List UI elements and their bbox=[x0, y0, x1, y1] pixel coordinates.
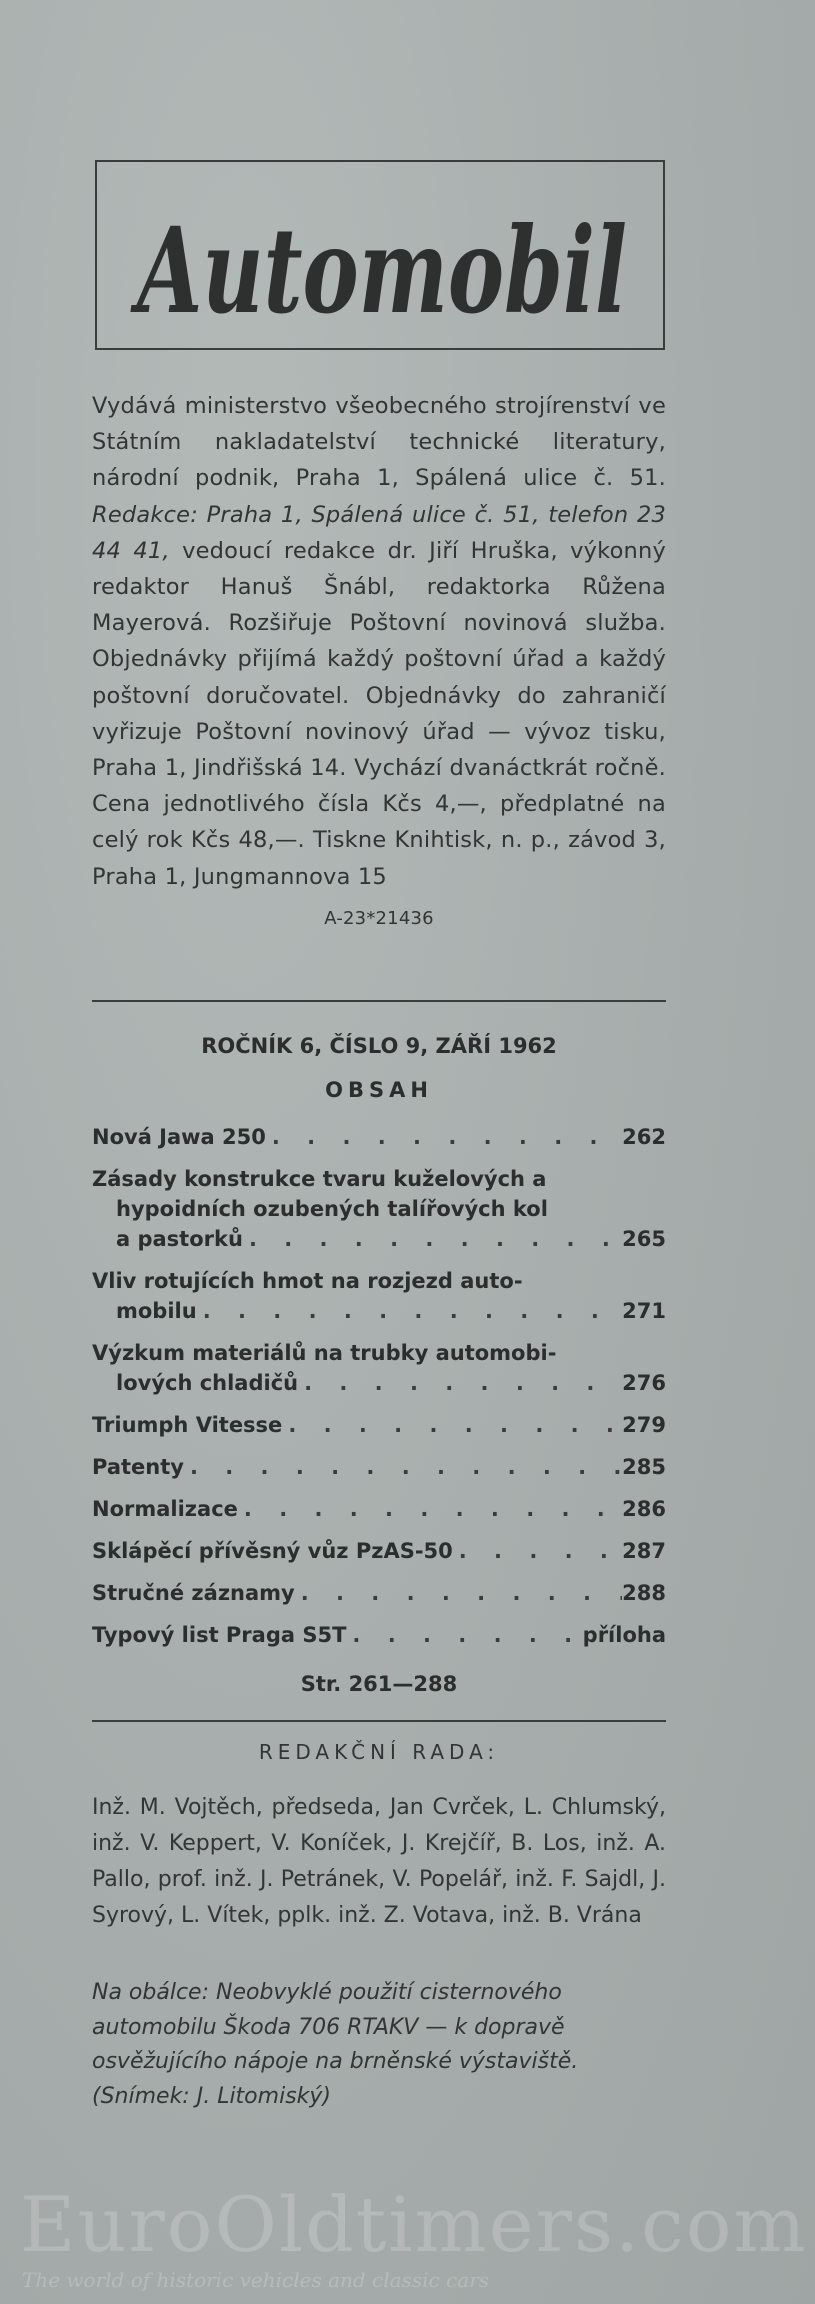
toc-entry-page: 271 bbox=[622, 1299, 666, 1323]
toc-entry-title: hypoidních ozubených talířových kol bbox=[116, 1197, 548, 1221]
toc-entry bbox=[92, 1266, 666, 1326]
toc-entry-title: Typový list Praga S5T bbox=[92, 1623, 347, 1647]
editorial-board-title: REDAKČNÍ RADA: bbox=[258, 1740, 500, 1764]
toc-leader-dots bbox=[238, 1494, 622, 1524]
masthead-logo-graphic bbox=[97, 162, 667, 352]
contents-heading: OBSAH bbox=[325, 1078, 433, 1102]
page-range: Str. 261—288 bbox=[300, 1672, 458, 1696]
toc-entry-title: Nová Jawa 250 bbox=[92, 1125, 266, 1149]
toc-leader-dots bbox=[295, 1578, 622, 1608]
toc-entry bbox=[92, 1452, 666, 1482]
cover-note: Na obálce: Neobvyklé použití cisternového automobilu Škoda 706 RTAKV — k dopravě osvěžujícího nápoje na brněnské výstaviště. (Snímek: J. Litomiský) bbox=[92, 1980, 579, 2109]
toc-entry-page: 265 bbox=[622, 1227, 666, 1251]
toc-entry-title: Výzkum materiálů na trubky automobi- bbox=[92, 1341, 557, 1365]
toc-leader-dots bbox=[453, 1536, 622, 1566]
toc-entry-page: 279 bbox=[622, 1413, 666, 1437]
toc-entry bbox=[92, 1410, 666, 1440]
masthead-title: Automobil bbox=[129, 201, 627, 340]
toc-entry-page: 288 bbox=[622, 1581, 666, 1605]
editorial-board-members: Inž. M. Vojtěch, předseda, Jan Cvrček, L. Chlumský, inž. V. Keppert, V. Koníček, J. Krejčíř, B. Los, inž. A. Pallo, prof. inž. J. Petránek, V. Popelář, inž. F. Sajdl, J. Syrový, L. Vítek, pplk. inž. Z. Votava, inž. B. Vrána bbox=[92, 1795, 666, 1928]
toc-entry-page: 262 bbox=[622, 1125, 666, 1149]
watermark-tagline: The world of historic vehicles and classic cars bbox=[22, 2268, 490, 2292]
toc-entry-page: příloha bbox=[582, 1623, 666, 1647]
toc-entry-title: Vliv rotujících hmot na rozjezd auto- bbox=[92, 1269, 523, 1293]
toc-entry-title: Stručné záznamy bbox=[92, 1581, 295, 1605]
toc-entry-title: a pastorků bbox=[116, 1227, 243, 1251]
colophon-code: A-23*21436 bbox=[324, 907, 434, 929]
toc-leader-dots bbox=[266, 1122, 622, 1152]
toc-entry-title: lových chladičů bbox=[116, 1371, 299, 1395]
toc-entry-title: Normalizace bbox=[92, 1497, 238, 1521]
colophon bbox=[92, 388, 666, 937]
toc-entry bbox=[92, 1494, 666, 1524]
toc-leader-dots bbox=[298, 1368, 622, 1398]
toc-entry-page: 285 bbox=[622, 1455, 666, 1479]
toc-entry-page: 287 bbox=[622, 1539, 666, 1563]
toc-entry-page: 276 bbox=[622, 1371, 666, 1395]
issue-line: ROČNÍK 6, ČÍSLO 9, ZÁŘÍ 1962 bbox=[201, 1034, 557, 1058]
toc-entry bbox=[92, 1620, 666, 1650]
toc-entry-title: Triumph Vitesse bbox=[92, 1413, 283, 1437]
divider-top bbox=[92, 1000, 666, 1002]
toc-entry-title: Sklápěcí přívěsný vůz PzAS-50 bbox=[92, 1539, 453, 1563]
colophon-editorial-address: Redakce: Praha 1, Spálená ulice č. 51, telefon 23 44 41, bbox=[92, 501, 666, 564]
colophon-publisher: Vydává ministerstvo všeobecného strojírenství ve Státním nakladatelství technické literatury, národní podnik, Praha 1, Spálená ulice č. 51. bbox=[92, 393, 666, 492]
toc-entry bbox=[92, 1338, 666, 1398]
toc-entry bbox=[92, 1122, 666, 1152]
divider-bottom bbox=[92, 1720, 666, 1722]
toc-entry-title: mobilu bbox=[116, 1299, 197, 1323]
toc-leader-dots bbox=[282, 1410, 622, 1440]
colophon-staff: vedoucí redakce dr. Jiří Hruška, výkonný redaktor Hanuš Šnábl, redaktorka Růžena Mayerová. Rozšiřuje Poštovní novinová služba. Objednávky přijímá každý poštovní úřad a každý poštovní doručovatel. Objednávky do zahraničí vyřizuje Poštovní novinový úřad — vývoz tisku, Praha 1, Jindřišská 14. Vychází dvanáctkrát ročně. Cena jednotlivého čísla Kčs 4,—, předplatné na celý rok Kčs 48,—. Tiskne Knihtisk, n. p., závod 3, Praha 1, Jungmannova 15 bbox=[92, 537, 666, 890]
toc-entry bbox=[92, 1578, 666, 1608]
watermark-logo: EuroOldtimers.com bbox=[20, 2180, 808, 2269]
toc-entry bbox=[92, 1164, 666, 1254]
toc-entry-title: Zásady konstrukce tvaru kuželových a bbox=[92, 1167, 547, 1191]
toc-entry-page: 286 bbox=[622, 1497, 666, 1521]
toc-leader-dots bbox=[346, 1620, 582, 1650]
toc-leader-dots bbox=[243, 1224, 622, 1254]
toc-leader-dots bbox=[184, 1452, 622, 1482]
toc-entry-title: Patenty bbox=[92, 1455, 184, 1479]
toc-leader-dots bbox=[197, 1296, 622, 1326]
masthead-logo bbox=[95, 160, 665, 350]
toc-entry bbox=[92, 1536, 666, 1566]
table-of-contents bbox=[92, 1122, 666, 1662]
